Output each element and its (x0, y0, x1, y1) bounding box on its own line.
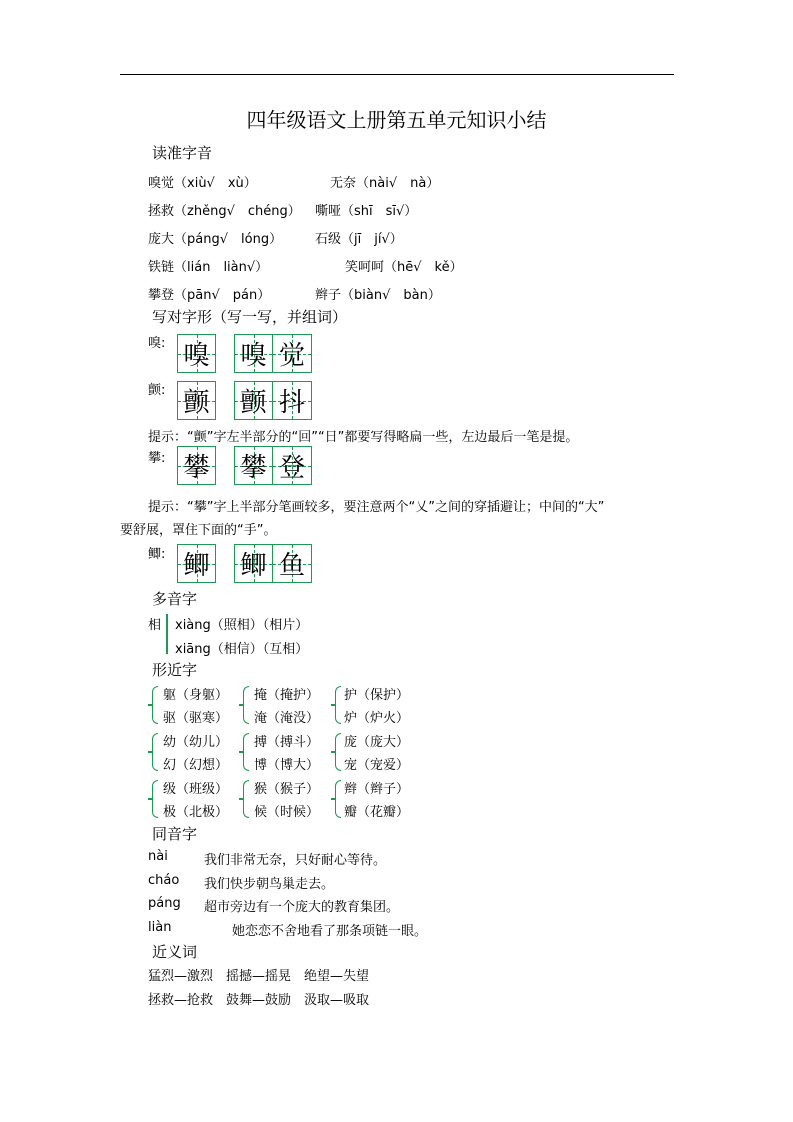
homophone-pinyin: nài (148, 849, 168, 864)
section-heading-homophones: 同音字 (152, 825, 198, 843)
polyphone-bracket (166, 614, 168, 654)
similar-char: 幻（幻想） (163, 758, 229, 773)
writing-grid-word (234, 544, 312, 583)
writing-grid-word (234, 446, 312, 485)
pronunciation-item: 石级（jī jí√） (315, 232, 403, 247)
writing-cell: 觉 (273, 334, 312, 373)
brace (243, 733, 249, 771)
similar-char: 瓣（花瓣） (344, 805, 410, 820)
similar-char: 幼（幼儿） (163, 735, 229, 750)
similar-char: 躯（身躯） (163, 688, 229, 703)
homophone-pinyin: liàn (148, 920, 172, 935)
brace (335, 733, 341, 771)
homophone-pinyin: cháo (148, 873, 180, 888)
writing-label: 嗅: (148, 336, 166, 351)
writing-label: 颤: (148, 383, 166, 398)
similar-char: 候（时候） (254, 805, 320, 820)
pronunciation-item: 铁链（lián liàn√） (148, 260, 269, 275)
homophone-sentence: 我们快步朝鸟巢走去。 (204, 877, 335, 892)
brace (243, 780, 249, 818)
writing-grid-single (177, 334, 216, 373)
homophone-sentence: 我们非常无奈，只好耐心等待。 (204, 853, 387, 868)
writing-grid-single (177, 381, 216, 420)
polyphone-reading: xiàng（照相）（相片） (175, 618, 309, 633)
pronunciation-item: 嘶哑（shī sī√） (315, 204, 418, 219)
similar-char: 辫（辫子） (344, 782, 410, 797)
similar-char: 级（班级） (163, 782, 229, 797)
polyphone-char: 相 (148, 618, 162, 633)
pronunciation-item: 嗅觉（xiù√ xù） (148, 176, 257, 191)
header-rule (120, 74, 674, 75)
writing-grid-single (177, 446, 216, 485)
writing-cell: 抖 (273, 381, 312, 420)
similar-char: 宠（宠爱） (344, 758, 410, 773)
similar-char: 博（博大） (254, 758, 320, 773)
tip-text: 提示：“攀”字上半部分笔画较多，要注意两个“乂”之间的穿插避让；中间的“大” (148, 500, 605, 515)
brace (152, 686, 158, 724)
homophone-sentence: 她恋恋不舍地看了那条项链一眼。 (232, 924, 428, 939)
writing-cell: 鲫 (234, 544, 273, 583)
writing-cell: 攀 (234, 446, 273, 485)
similar-char: 庞（庞大） (344, 735, 410, 750)
writing-cell: 鲫 (177, 544, 216, 583)
writing-cell: 颤 (234, 381, 273, 420)
polyphone-reading: xiāng（相信）（互相） (175, 642, 309, 657)
homophone-pinyin: páng (148, 896, 181, 911)
writing-cell: 登 (273, 446, 312, 485)
similar-char: 搏（搏斗） (254, 735, 320, 750)
brace (152, 733, 158, 771)
similar-char: 淹（淹没） (254, 711, 320, 726)
pronunciation-item: 无奈（nài√ nà） (330, 176, 440, 191)
similar-char: 猴（猴子） (254, 782, 320, 797)
tip-text: 提示：“颤”字左半部分的“回”“日”都要写得略扁一些，左边最后一笔是提。 (148, 430, 579, 445)
similar-char: 驱（驱寒） (163, 711, 229, 726)
writing-cell: 鱼 (273, 544, 312, 583)
pronunciation-item: 庞大（páng√ lóng） (148, 232, 283, 247)
pronunciation-item: 攀登（pān√ pán） (148, 288, 271, 303)
writing-grid-word (234, 381, 312, 420)
writing-cell: 嗅 (234, 334, 273, 373)
section-heading-similar: 形近字 (152, 661, 198, 679)
similar-char: 护（保护） (344, 688, 410, 703)
section-heading-pronunciation: 读准字音 (152, 144, 213, 162)
page-title: 四年级语文上册第五单元知识小结 (246, 108, 547, 132)
writing-cell: 攀 (177, 446, 216, 485)
brace (243, 686, 249, 724)
writing-cell: 颤 (177, 381, 216, 420)
brace (152, 780, 158, 818)
pronunciation-item: 辫子（biàn√ bàn） (315, 288, 441, 303)
homophone-sentence: 超市旁边有一个庞大的教育集团。 (204, 900, 400, 915)
tip-text: 要舒展，罩住下面的“手”。 (120, 523, 277, 538)
brace (335, 686, 341, 724)
writing-label: 鲫: (148, 547, 166, 562)
pronunciation-item: 笑呵呵（hē√ kě） (345, 260, 463, 275)
brace (335, 780, 341, 818)
writing-label: 攀: (148, 451, 166, 466)
writing-grid-single (177, 544, 216, 583)
section-heading-synonyms: 近义词 (152, 943, 198, 961)
pronunciation-item: 拯救（zhěng√ chéng） (148, 204, 301, 219)
synonym-row: 拯救—抢救 鼓舞—鼓励 汲取—吸取 (148, 993, 370, 1008)
similar-char: 掩（掩护） (254, 688, 320, 703)
section-heading-writing: 写对字形（写一写，并组词） (152, 308, 348, 326)
writing-cell: 嗅 (177, 334, 216, 373)
synonym-row: 猛烈—激烈 摇撼—摇晃 绝望—失望 (148, 969, 370, 984)
similar-char: 极（北极） (163, 805, 229, 820)
writing-grid-word (234, 334, 312, 373)
similar-char: 炉（炉火） (344, 711, 410, 726)
section-heading-polyphone: 多音字 (152, 590, 198, 608)
